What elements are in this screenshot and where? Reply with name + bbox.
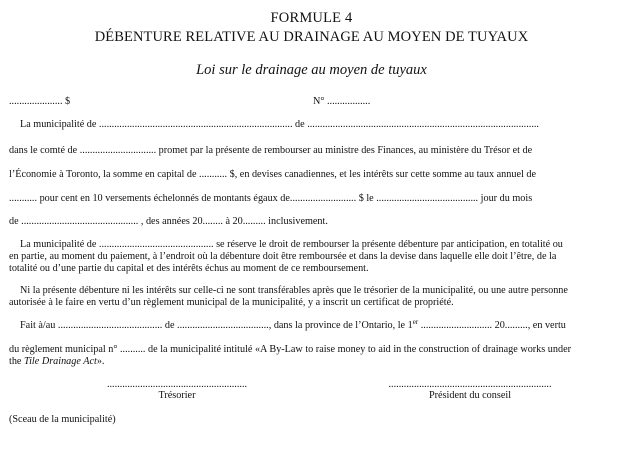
council-president-signature-line: ................................................................ bbox=[388, 379, 552, 390]
p4-superscript: er bbox=[412, 318, 419, 326]
council-president-label: Président du conseil bbox=[428, 390, 512, 401]
p1-line-3: l’Économie à Toronto, la somme en capital de ........... $, en devises canadiennes, et les intérêts sur cette somme au taux annuel de bbox=[9, 169, 536, 180]
p5-line-2-start: the bbox=[9, 356, 24, 367]
p5-line-2 bbox=[9, 356, 104, 368]
p3-line-1: Ni la présente débenture ni les intérêts sur celle-ci ne sont transférables après que le trésorier de la municipalité, ou une autre personne bbox=[20, 285, 568, 296]
p1-line-5: de .............................................. , des années 20........ à 20......... inclusivement. bbox=[9, 216, 328, 227]
amount-field: ..................... $ bbox=[9, 96, 71, 107]
p4-line bbox=[20, 320, 566, 332]
act-name: Tile Drainage Act bbox=[24, 356, 97, 367]
p2-line-1: La municipalité de ............................................. se réserve le droit de rembourser la présente débenture par anticipation, en totalité ou bbox=[20, 239, 563, 250]
treasurer-signature-line: ....................................................... bbox=[106, 379, 248, 390]
municipal-seal: (Sceau de la municipalité) bbox=[9, 414, 116, 425]
form-title: DÉBENTURE RELATIVE AU DRAINAGE AU MOYEN DE TUYAUX bbox=[94, 29, 529, 45]
p1-line-1: La municipalité de ............................................................................ de ........................................................................................... bbox=[20, 119, 539, 130]
p1-line-2: dans le comté de .............................. promet par la présente de rembourser au ministre des Finances, au ministère du Trésor et de bbox=[9, 145, 533, 156]
p4-part-2: ............................ 20........., en vertu bbox=[418, 320, 566, 331]
p2-line-2: en partie, au moment du paiement, à l’endroit où la débenture doit être remboursée et dans la devise dans laquelle elle doit l’être, de la bbox=[9, 251, 557, 262]
act-subtitle: Loi sur le drainage au moyen de tuyaux bbox=[196, 62, 427, 78]
p2-line-3: totalité ou d’une partie du capital et des intérêts échus au moment de ce remboursement. bbox=[9, 263, 369, 274]
p5-line-2-end: ». bbox=[96, 356, 105, 367]
p5-line-1: du règlement municipal n° .......... de la municipalité intitulé «A By-Law to raise money to aid in the construction of drainage works under bbox=[9, 344, 571, 355]
debenture-number: N° ................. bbox=[313, 96, 371, 107]
p3-line-2: autorisée à le faire en vertu d’un règlement municipal de la municipalité, y a inscrit un certificat de propriété. bbox=[9, 297, 454, 308]
p1-line-4: ........... pour cent en 10 versements échelonnés de montants égaux de.......................... $ le ........................................ jour du mois bbox=[9, 193, 533, 204]
treasurer-label: Trésorier bbox=[158, 390, 196, 401]
form-number: FORMULE 4 bbox=[270, 10, 353, 26]
p4-part-1: Fait à/au ......................................... de ...................................., dans la province de l’Ontario, le 1 bbox=[20, 320, 413, 331]
